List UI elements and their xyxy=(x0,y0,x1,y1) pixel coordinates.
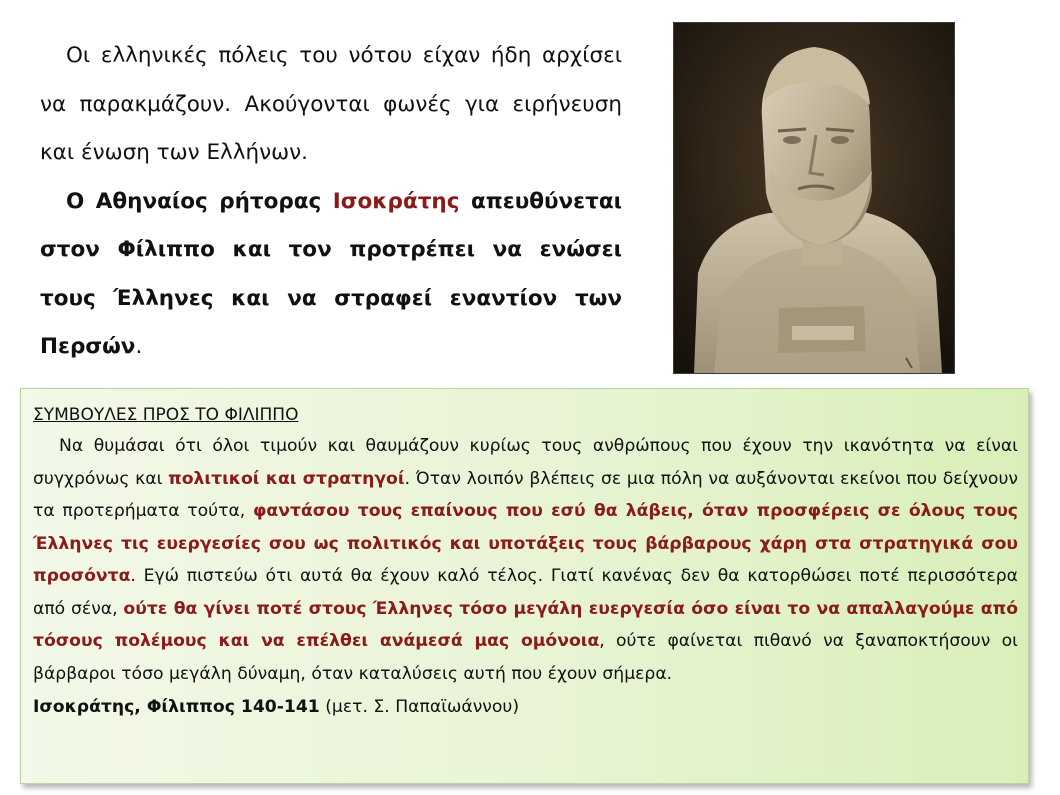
quote-text-2: . Όταν λοιπόν βλέπεις σε μια πόλη να αυξάνονται εκείνοι που δείχνουν τα προτερήματα τούτα, xyxy=(33,468,1018,521)
quote-text-3: . Εγώ πιστεύω ότι αυτά θα έχουν καλό τέλος. Γιατί κανένας δεν θα κατορθώσει ποτέ περισσότερα από σένα, xyxy=(33,566,1018,619)
source-translator: (μετ. Σ. Παπαϊωάννου) xyxy=(319,697,520,717)
intro-text xyxy=(40,32,622,372)
quote-highlight-3: ούτε θα γίνει ποτέ στους Έλληνες τόσο μεγάλη ευεργεσία όσο είναι το να απαλλαγούμε από τόσους πολέμους και να επέλθει ανάμεσά μας ομόνοια xyxy=(33,598,1019,651)
quote-highlight-1: πολιτικοί και στρατηγοί xyxy=(168,468,405,489)
quote-title: ΣΥΜΒΟΥΛΕΣ ΠΡΟΣ ΤΟ ΦΙΛΙΠΠΟ xyxy=(33,405,299,425)
isocrates-bust-image xyxy=(673,22,955,374)
quote-text-1: Να θυμάσαι ότι όλοι τιμούν και θαυμάζουν κυρίως τους ανθρώπους που έχουν την ικανότητα να είναι συγχρόνως και xyxy=(33,436,1018,489)
intro-p2-text-cont: απευθύνεται στον Φίλιππο και τον προτρέπει να ενώσει τους Έλληνες και να στραφεί εναντίον των Περσών xyxy=(40,188,622,359)
quote-highlight-2: φαντάσου τους επαίνους που εσύ θα λάβεις, όταν προσφέρεις σε όλους τους Έλληνες τις ευεργεσίες σου ως πολιτικός και υποτάξεις τους βάρβαρους χάρη στα στρατηγικά σου προσόντα xyxy=(33,501,1018,586)
intro-paragraph-2 xyxy=(40,178,622,372)
quote-text xyxy=(33,430,1018,690)
intro-paragraph-1: Οι ελληνικές πόλεις του νότου είχαν ήδη αρχίσει να παρακμάζουν. Ακούγονται φωνές για ειρήνευση και ένωση των Ελλήνων. xyxy=(40,43,622,165)
intro-p2-end: . xyxy=(135,334,143,359)
isocrates-name: Ισοκράτης xyxy=(332,188,460,214)
quote-text-4: , ούτε φαίνεται πιθανό να ξαναποκτήσουν οι βάρβαροι τόσο μεγάλη δύναμη, όταν καταλύσεις αυτή που έχουν σήμερα. xyxy=(33,631,1018,684)
quote-source xyxy=(33,692,1018,722)
quote-box xyxy=(20,388,1029,784)
source-author-work: Ισοκράτης, Φίλιππος 140-141 xyxy=(33,697,320,717)
bust-illustration xyxy=(674,23,954,373)
intro-p2-text: Ο Αθηναίος ρήτορας xyxy=(66,188,333,214)
